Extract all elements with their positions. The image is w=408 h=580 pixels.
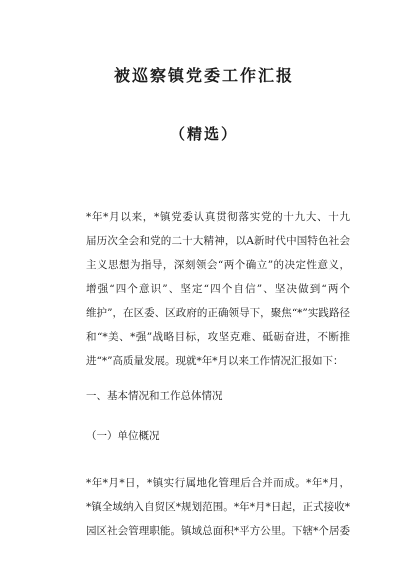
paragraph2-line-3: 园区社会管理职能。镇域总面积*平方公里。下辖*个居委 <box>86 525 350 537</box>
subsection1-heading: （一）单位概况 <box>86 430 160 442</box>
section1-heading: 一、基本情况和工作总体情况 <box>86 390 223 402</box>
document-title: 被巡察镇党委工作汇报 <box>113 66 294 85</box>
paragraph1-line-2: 届历次全会和党的二十大精神，以A新时代中国特色社会 <box>86 235 350 247</box>
paragraph1-line-1: *年*月以来，*镇党委认真贯彻落实党的十九大、十九 <box>86 211 350 223</box>
paragraph1-line-7: 进“*”高质量发展。现就*年*月以来工作情况汇报如下： <box>86 355 344 367</box>
paragraph1-line-4: 增强“四个意识”、坚定“四个自信”、坚决做到“两个 <box>86 283 350 295</box>
paragraph1-line-6: 和“*美、*强”战略目标，攻坚克难、砥砺奋进，不断推 <box>86 331 350 343</box>
document-subtitle: （精选） <box>169 125 238 143</box>
paragraph1-line-3: 主义思想为指导，深刻领会“两个确立”的决定性意义， <box>86 259 350 271</box>
paragraph2-line-2: *镇全域纳入自贸区*规划范围。*年*月*日起，正式接收* <box>86 501 350 513</box>
paragraph1-line-5: 维护”，在区委、区政府的正确领导下，聚焦“*”实践路径 <box>86 307 350 319</box>
paragraph2-line-1: *年*月*日，*镇实行属地化管理后合并而成。*年*月， <box>86 477 350 489</box>
